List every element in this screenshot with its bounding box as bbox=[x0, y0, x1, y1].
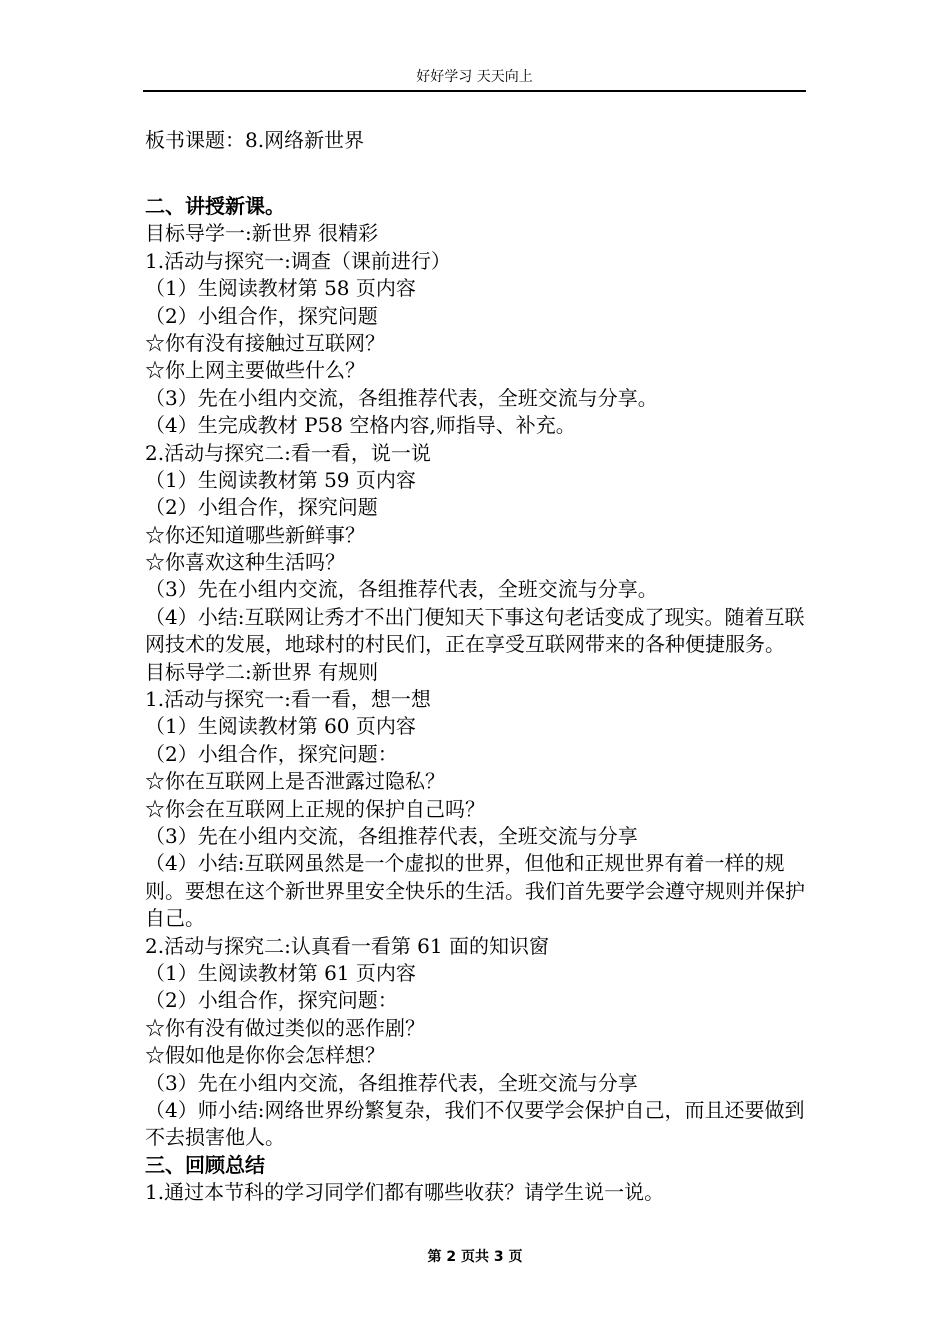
board-title: 板书课题：8.网络新世界 bbox=[145, 128, 365, 152]
review-item: 1.通过本节科的学习同学们都有哪些收获？请学生说一说。 bbox=[145, 1180, 665, 1205]
question-item: ☆你有没有做过类似的恶作剧？ bbox=[145, 1015, 425, 1040]
step-item: （1）生阅读教材第 60 页内容 bbox=[145, 714, 416, 739]
goal-heading-1: 目标导学一:新世界 很精彩 bbox=[145, 221, 379, 246]
goal-heading-2: 目标导学二:新世界 有规则 bbox=[145, 659, 379, 684]
page-header: 好好学习 天天向上 bbox=[143, 64, 806, 92]
spacer bbox=[145, 157, 805, 193]
page-footer: 第 2 页共 3 页 bbox=[427, 1249, 523, 1265]
summary-paragraph: （4）小结:互联网让秀才不出门便知天下事这句老话变成了现实。随着互联网技术的发展，地球村的村民们，正在享受互联网带来的各种便捷服务。 bbox=[145, 604, 805, 657]
activity-heading: 1.活动与探究一:看一看，想一想 bbox=[145, 687, 431, 712]
step-item: （1）生阅读教材第 58 页内容 bbox=[145, 276, 416, 301]
summary-paragraph: （4）师小结:网络世界纷繁复杂，我们不仅要学会保护自己，而且还要做到不去损害他人。 bbox=[145, 1097, 805, 1150]
question-item: ☆你在互联网上是否泄露过隐私？ bbox=[145, 769, 445, 794]
question-item: ☆假如他是你你会怎样想？ bbox=[145, 1043, 385, 1068]
document-body bbox=[145, 123, 805, 1207]
activity-heading: 2.活动与探究二:看一看，说一说 bbox=[145, 440, 431, 465]
question-item: ☆你上网主要做些什么？ bbox=[145, 358, 365, 383]
section-heading-teaching: 二、讲授新课。 bbox=[145, 194, 285, 218]
step-item: （3）先在小组内交流，各组推荐代表，全班交流与分享。 bbox=[145, 577, 658, 602]
activity-heading: 1.活动与探究一:调查（课前进行） bbox=[145, 248, 451, 273]
summary-paragraph: （4）小结:互联网虽然是一个虚拟的世界，但他和正规世界有着一样的规则。要想在这个新世界里安全快乐的生活。我们首先要学会遵守规则并保护自己。 bbox=[145, 851, 805, 931]
step-item: （2）小组合作，探究问题： bbox=[145, 741, 398, 766]
question-item: ☆你会在互联网上正规的保护自己吗？ bbox=[145, 796, 485, 821]
step-item: （3）先在小组内交流，各组推荐代表，全班交流与分享 bbox=[145, 824, 638, 849]
activity-heading: 2.活动与探究二:认真看一看第 61 面的知识窗 bbox=[145, 933, 549, 958]
section-heading-review: 三、回顾总结 bbox=[145, 1152, 265, 1177]
step-item: （3）先在小组内交流，各组推荐代表，全班交流与分享 bbox=[145, 1070, 638, 1095]
question-item: ☆你还知道哪些新鲜事？ bbox=[145, 522, 365, 547]
step-item: （1）生阅读教材第 61 页内容 bbox=[145, 961, 416, 986]
step-item: （1）生阅读教材第 59 页内容 bbox=[145, 467, 416, 492]
step-item: （2）小组合作，探究问题 bbox=[145, 495, 378, 520]
step-item: （2）小组合作，探究问题： bbox=[145, 988, 398, 1013]
step-item: （4）生完成教材 P58 空格内容,师指导、补充。 bbox=[145, 413, 576, 438]
question-item: ☆你喜欢这种生活吗？ bbox=[145, 550, 345, 575]
step-item: （3）先在小组内交流，各组推荐代表，全班交流与分享。 bbox=[145, 385, 658, 410]
step-item: （2）小组合作，探究问题 bbox=[145, 303, 378, 328]
question-item: ☆你有没有接触过互联网？ bbox=[145, 330, 385, 355]
